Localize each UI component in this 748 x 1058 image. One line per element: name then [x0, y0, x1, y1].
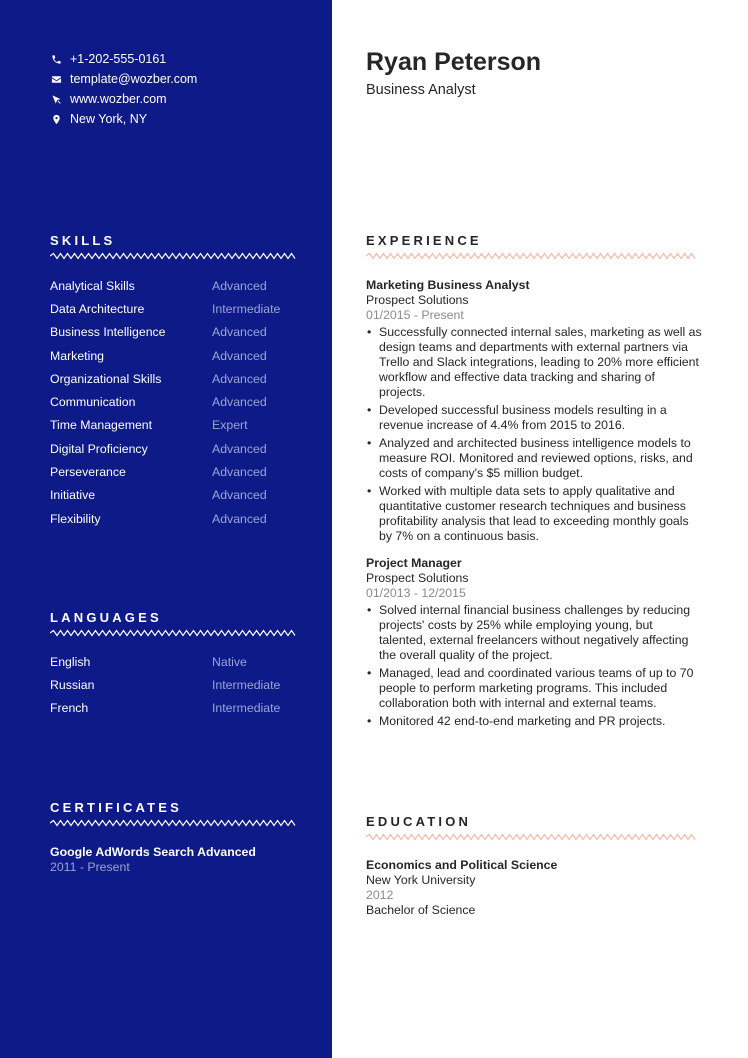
skill-name: Business Intelligence	[50, 325, 166, 340]
job-entry	[366, 556, 702, 732]
candidate-title: Business Analyst	[366, 82, 476, 98]
skill-name: Organizational Skills	[50, 371, 162, 386]
education-level: Bachelor of Science	[366, 903, 476, 917]
certificate-date: 2011 - Present	[50, 860, 130, 874]
language-row	[50, 697, 296, 720]
skill-level: Advanced	[212, 441, 267, 456]
education-wave-divider	[366, 833, 698, 841]
education-school: New York University	[366, 873, 476, 887]
certificates-heading: CERTIFICATES	[50, 800, 183, 815]
education-heading: EDUCATION	[366, 814, 472, 829]
job-company: Prospect Solutions	[366, 293, 469, 307]
candidate-name: Ryan Peterson	[366, 48, 542, 76]
skill-level: Advanced	[212, 465, 267, 480]
email-text: template@wozber.com	[70, 72, 198, 86]
job-entry	[366, 278, 702, 547]
language-name: English	[50, 654, 91, 669]
language-name: French	[50, 701, 89, 716]
contact-phone[interactable]	[50, 49, 197, 69]
skill-row	[50, 484, 296, 507]
skill-level: Expert	[212, 418, 248, 433]
skill-level: Advanced	[212, 488, 267, 503]
contact-website[interactable]	[50, 89, 197, 109]
experience-heading: EXPERIENCE	[366, 233, 482, 248]
language-level: Native	[212, 654, 247, 669]
languages-heading: LANGUAGES	[50, 610, 162, 625]
skill-row	[50, 344, 296, 367]
skill-name: Communication	[50, 395, 136, 410]
skill-row	[50, 460, 296, 483]
job-bullet: • Monitored 42 end-to-end marketing and PR projects.	[366, 714, 702, 729]
certificates-wave-divider	[50, 819, 296, 827]
skill-name: Analytical Skills	[50, 278, 135, 293]
job-bullets	[366, 325, 702, 544]
job-title: Marketing Business Analyst	[366, 278, 530, 292]
job-company: Prospect Solutions	[366, 571, 469, 585]
job-bullets	[366, 603, 702, 729]
phone-text: +1-202-555-0161	[70, 52, 167, 66]
location-text: New York, NY	[70, 112, 148, 126]
language-name: Russian	[50, 677, 95, 692]
skill-row	[50, 390, 296, 413]
skill-name: Initiative	[50, 488, 96, 503]
experience-wave-divider	[366, 252, 698, 260]
skill-level: Advanced	[212, 395, 267, 410]
contact-email[interactable]	[50, 69, 197, 89]
language-row	[50, 673, 296, 696]
skill-name: Perseverance	[50, 465, 126, 480]
skill-level: Advanced	[212, 325, 267, 340]
job-date: 01/2013 - 12/2015	[366, 586, 466, 600]
languages-wave-divider	[50, 629, 296, 637]
education-entry	[366, 858, 702, 918]
skill-row	[50, 367, 296, 390]
skill-level: Advanced	[212, 371, 267, 386]
skills-heading: SKILLS	[50, 233, 116, 248]
skill-level: Advanced	[212, 511, 267, 526]
phone-icon	[50, 53, 62, 65]
skill-level: Advanced	[212, 278, 267, 293]
job-bullet: • Successfully connected internal sales, marketing as well as design teams and departments with external partners via Trello and Slack integrations, leading to 20% more efficient workflow and effective data tracking and sharing of projects.	[366, 325, 702, 400]
education-degree: Economics and Political Science	[366, 858, 558, 872]
skill-name: Flexibility	[50, 511, 101, 526]
skills-list	[50, 274, 296, 530]
skills-wave-divider	[50, 252, 296, 260]
language-level: Intermediate	[212, 677, 281, 692]
envelope-icon	[50, 73, 62, 85]
skill-row	[50, 414, 296, 437]
skill-row	[50, 297, 296, 320]
certificate-title: Google AdWords Search Advanced	[50, 845, 256, 859]
skill-name: Time Management	[50, 418, 153, 433]
skill-row	[50, 274, 296, 297]
contact-location	[50, 109, 197, 129]
map-pin-icon	[50, 113, 62, 125]
job-date: 01/2015 - Present	[366, 308, 464, 322]
language-row	[50, 650, 296, 673]
skill-row	[50, 437, 296, 460]
job-bullet: • Analyzed and architected business intelligence models to measure ROI. Monitored and reviewed options, risks, and costs of company's $5 million budget.	[366, 436, 702, 481]
cursor-icon	[50, 93, 62, 105]
skill-name: Digital Proficiency	[50, 441, 148, 456]
sidebar	[0, 0, 332, 1058]
languages-list	[50, 650, 296, 720]
education-year: 2012	[366, 888, 394, 902]
job-bullet: • Managed, lead and coordinated various teams of up to 70 people to perform marketing programs. This included collaboration both with internal and external teams.	[366, 666, 702, 711]
skill-row	[50, 321, 296, 344]
main-content	[332, 0, 748, 1058]
skill-name: Marketing	[50, 348, 104, 363]
language-level: Intermediate	[212, 701, 281, 716]
skill-name: Data Architecture	[50, 301, 145, 316]
job-bullet: • Developed successful business models resulting in a revenue increase of 4.4% from 2015 to 2016.	[366, 403, 702, 433]
job-bullet: • Worked with multiple data sets to apply qualitative and quantitative customer research techniques and business profitability analysis that lead to exceeding monthly goals by 7% on a continuous basis.	[366, 484, 702, 544]
skill-level: Intermediate	[212, 301, 281, 316]
contact-list	[50, 49, 197, 129]
website-text: www.wozber.com	[70, 92, 167, 106]
job-title: Project Manager	[366, 556, 462, 570]
skill-row	[50, 507, 296, 530]
job-bullet: • Solved internal financial business challenges by reducing projects' costs by 25% while employing young, but talented, external freelancers without negatively affecting the overall quality of the project.	[366, 603, 702, 663]
skill-level: Advanced	[212, 348, 267, 363]
